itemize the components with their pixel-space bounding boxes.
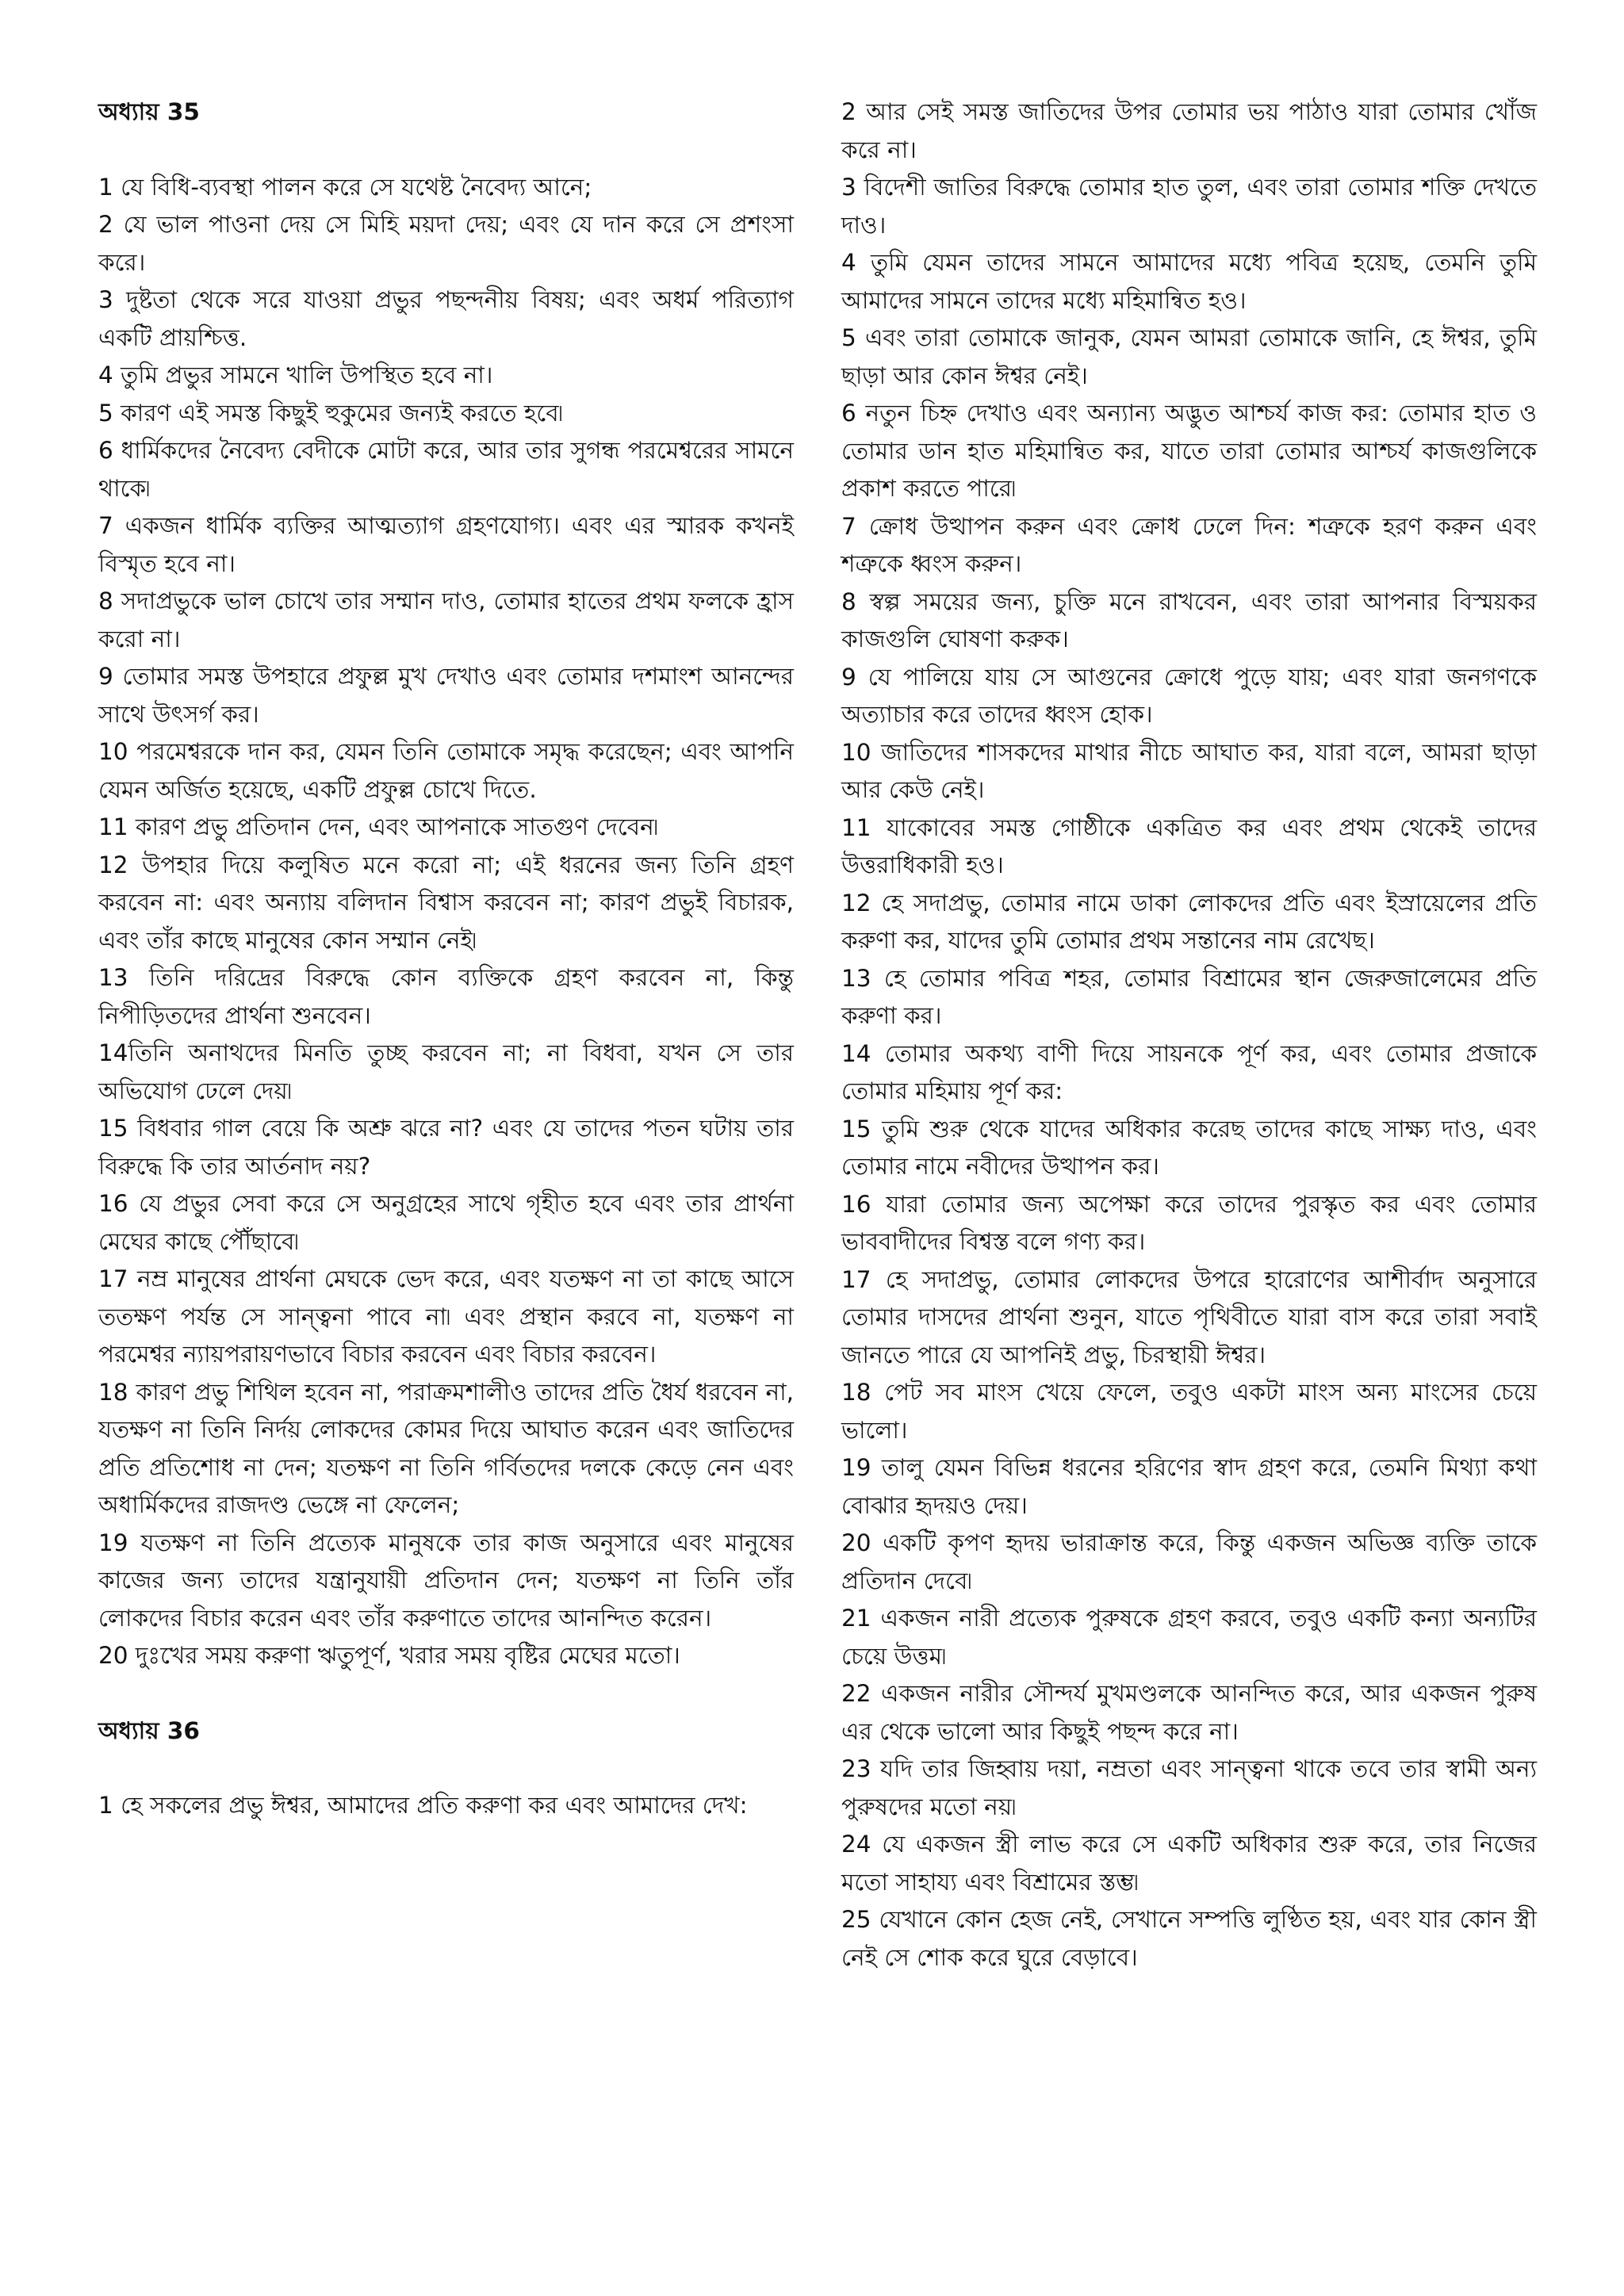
verse: 19 তালু যেমন বিভিন্ন ধরনের হরিণের স্বাদ গ্রহণ করে, তেমনি মিথ্যা কথা বোঝার হৃদয়ও দেয়।	[841, 1454, 1537, 1519]
verse: 24 যে একজন স্ত্রী লাভ করে সে একটি অধিকার শুরু করে, তার নিজের মতো সাহায্য এবং বিশ্রামের স্তম্ভ৷	[841, 1831, 1537, 1896]
chapter-36-verses	[98, 1787, 794, 1825]
left-column	[98, 94, 794, 2233]
verse: 2 আর সেই সমস্ত জাতিদের উপর তোমার ভয় পাঠাও যারা তোমার খোঁজ করে না।	[841, 98, 1538, 163]
verse: 13 তিনি দরিদ্রের বিরুদ্ধে কোন ব্যক্তিকে গ্রহণ করবেন না, কিন্তু নিপীড়িতদের প্রার্থনা শুনবেন।	[98, 964, 794, 1029]
verse: 14তিনি অনাথদের মিনতি তুচ্ছ করবেন না; না বিধবা, যখন সে তার অভিযোগ ঢেলে দেয়৷	[98, 1039, 794, 1104]
right-column	[841, 94, 1537, 2233]
verse: 20 দুঃখের সময় করুণা ঋতুপূর্ণ, খরার সময় বৃষ্টির মেঘের মতো।	[98, 1642, 680, 1669]
verse: 25 যেখানে কোন হেজ নেই, সেখানে সম্পত্তি লুণ্ঠিত হয়, এবং যার কোন স্ত্রী নেই সে শোক করে ঘুরে বেড়াবে।	[841, 1906, 1537, 1971]
verse: 12 উপহার দিয়ে কলুষিত মনে করো না; এই ধরনের জন্য তিনি গ্রহণ করবেন না: এবং অন্যায় বলিদান বিশ্বাস করবেন না; কারণ প্রভুই বিচারক, এবং তাঁর কাছে মানুষের কোন সম্মান নেই৷	[98, 851, 794, 954]
verse: 21 একজন নারী প্রত্যেক পুরুষকে গ্রহণ করবে, তবুও একটি কন্যা অন্যটির চেয়ে উত্তম৷	[841, 1605, 1537, 1670]
verse: 10 পরমেশ্বরকে দান কর, যেমন তিনি তোমাকে সমৃদ্ধ করেছেন; এবং আপনি যেমন অর্জিত হয়েছে, একটি প্রফুল্ল চোখে দিতে.	[98, 738, 794, 803]
verse: 13 হে তোমার পবিত্র শহর, তোমার বিশ্রামের স্থান জেরুজালেমের প্রতি করুণা কর।	[841, 964, 1537, 1029]
verse: 6 ধার্মিকদের নৈবেদ্য বেদীকে মোটা করে, আর তার সুগন্ধ পরমেশ্বরের সামনে থাকে৷	[98, 437, 794, 502]
verse: 15 তুমি শুরু থেকে যাদের অধিকার করেছ তাদের কাছে সাক্ষ্য দাও, এবং তোমার নামে নবীদের উত্থাপন কর।	[841, 1115, 1537, 1180]
chapter-36-heading: অধ্যায় 36	[98, 1716, 200, 1744]
verse: 3 দুষ্টতা থেকে সরে যাওয়া প্রভুর পছন্দনীয় বিষয়; এবং অধর্ম পরিত্যাগ একটি প্রায়শ্চিত্ত.	[98, 286, 794, 351]
verse: 20 একটি কৃপণ হৃদয় ভারাক্রান্ত করে, কিন্তু একজন অভিজ্ঞ ব্যক্তি তাকে প্রতিদান দেবে৷	[841, 1529, 1537, 1594]
verse: 5 এবং তারা তোমাকে জানুক, যেমন আমরা তোমাকে জানি, হে ঈশ্বর, তুমি ছাড়া আর কোন ঈশ্বর নেই।	[841, 324, 1537, 389]
verse: 4 তুমি যেমন তাদের সামনে আমাদের মধ্যে পবিত্র হয়েছ, তেমনি তুমি আমাদের সামনে তাদের মধ্যে মহিমান্বিত হও।	[841, 249, 1537, 314]
verse: 9 তোমার সমস্ত উপহারে প্রফুল্ল মুখ দেখাও এবং তোমার দশমাংশ আনন্দের সাথে উৎসর্গ কর।	[98, 663, 794, 728]
verse: 18 পেট সব মাংস খেয়ে ফেলে, তবুও একটা মাংস অন্য মাংসের চেয়ে ভালো।	[841, 1379, 1537, 1444]
chapter-36-verses-continued	[841, 94, 1537, 1976]
verse: 23 যদি তার জিহ্বায় দয়া, নম্রতা এবং সান্ত্বনা থাকে তবে তার স্বামী অন্য পুরুষদের মতো নয়৷	[841, 1755, 1537, 1820]
verse: 17 হে সদাপ্রভু, তোমার লোকদের উপরে হারোণের আশীর্বাদ অনুসারে তোমার দাসদের প্রার্থনা শুনুন, যাতে পৃথিবীতে যারা বাস করে তারা সবাই জানতে পারে যে আপনিই প্রভু, চিরস্থায়ী ঈশ্বর।	[841, 1265, 1537, 1368]
verse: 5 কারণ এই সমস্ত কিছুই হুকুমের জন্যই করতে হবে৷	[98, 399, 563, 427]
verse: 1 যে বিধি-ব্যবস্থা পালন করে সে যথেষ্ট নৈবেদ্য আনে;	[98, 173, 592, 201]
verse: 8 স্বল্প সময়ের জন্য, চুক্তি মনে রাখবেন, এবং তারা আপনার বিস্ময়কর কাজগুলি ঘোষণা করুক।	[841, 587, 1537, 652]
chapter-spacer	[98, 1675, 794, 1712]
verse: 9 যে পালিয়ে যায় সে আগুনের ক্রোধে পুড়ে যায়; এবং যারা জনগণকে অত্যাচার করে তাদের ধ্বংস হোক।	[841, 663, 1537, 728]
verse: 10 জাতিদের শাসকদের মাথার নীচে আঘাত কর, যারা বলে, আমরা ছাড়া আর কেউ নেই।	[841, 738, 1537, 803]
verse: 18 কারণ প্রভু শিথিল হবেন না, পরাক্রমশালীও তাদের প্রতি ধৈর্য ধরবেন না, যতক্ষণ না তিনি নির্দয় লোকদের কোমর দিয়ে আঘাত করেন এবং জাতিদের প্রতি প্রতিশোধ না দেন; যতক্ষণ না তিনি গর্বিতদের দলকে কেড়ে নেন এবং অধার্মিকদের রাজদণ্ড ভেঙ্গে না ফেলেন;	[98, 1378, 795, 1518]
verse: 16 যারা তোমার জন্য অপেক্ষা করে তাদের পুরস্কৃত কর এবং তোমার ভাববাদীদের বিশ্বস্ত বলে গণ্য কর।	[841, 1190, 1537, 1255]
verse: 7 ক্রোধ উত্থাপন করুন এবং ক্রোধ ঢেলে দিন: শত্রুকে হরণ করুন এবং শত্রুকে ধ্বংস করুন।	[841, 512, 1537, 577]
verse: 1 হে সকলের প্রভু ঈশ্বর, আমাদের প্রতি করুণা কর এবং আমাদের দেখ:	[98, 1792, 748, 1819]
verse: 8 সদাপ্রভুকে ভাল চোখে তার সম্মান দাও, তোমার হাতের প্রথম ফলকে হ্রাস করো না।	[98, 587, 794, 652]
verse: 7 একজন ধার্মিক ব্যক্তির আত্মত্যাগ গ্রহণযোগ্য। এবং এর স্মারক কখনই বিস্মৃত হবে না।	[98, 512, 794, 577]
verse: 2 যে ভাল পাওনা দেয় সে মিহি ময়দা দেয়; এবং যে দান করে সে প্রশংসা করে।	[98, 211, 794, 276]
verse: 6 নতুন চিহ্ন দেখাও এবং অন্যান্য অদ্ভুত আশ্চর্য কাজ কর: তোমার হাত ও তোমার ডান হাত মহিমান্বিত কর, যাতে তারা তোমার আশ্চর্য কাজগুলিকে প্রকাশ করতে পারে৷	[841, 400, 1537, 502]
verse: 11 যাকোবের সমস্ত গোষ্ঠীকে একত্রিত কর এবং প্রথম থেকেই তাদের উত্তরাধিকারী হও।	[841, 813, 1537, 878]
chapter-35-verses	[98, 169, 794, 1675]
verse: 3 বিদেশী জাতির বিরুদ্ধে তোমার হাত তুল, এবং তারা তোমার শক্তি দেখতে দাও।	[841, 174, 1537, 239]
verse: 14 তোমার অকথ্য বাণী দিয়ে সায়নকে পূর্ণ কর, এবং তোমার প্রজাকে তোমার মহিমায় পূর্ণ কর:	[841, 1039, 1537, 1104]
verse: 17 নম্র মানুষের প্রার্থনা মেঘকে ভেদ করে, এবং যতক্ষণ না তা কাছে আসে ততক্ষণ পর্যন্ত সে সান্ত্বনা পাবে না৷ এবং প্রস্থান করবে না, যতক্ষণ না পরমেশ্বর ন্যায়পরায়ণভাবে বিচার করবেন এবং বিচার করবেন।	[98, 1265, 794, 1368]
verse: 16 যে প্রভুর সেবা করে সে অনুগ্রহের সাথে গৃহীত হবে এবং তার প্রার্থনা মেঘের কাছে পৌঁছাবে৷	[98, 1190, 794, 1255]
verse: 11 কারণ প্রভু প্রতিদান দেন, এবং আপনাকে সাতগুণ দেবেন৷	[98, 813, 658, 840]
verse: 15 বিধবার গাল বেয়ে কি অশ্রু ঝরে না? এবং যে তাদের পতন ঘটায় তার বিরুদ্ধে কি তার আর্তনাদ নয়?	[98, 1115, 794, 1180]
chapter-35-heading: অধ্যায় 35	[98, 98, 200, 125]
verse: 19 যতক্ষণ না তিনি প্রত্যেক মানুষকে তার কাজ অনুসারে এবং মানুষের কাজের জন্য তাদের যন্ত্রানুযায়ী প্রতিদান দেন; যতক্ষণ না তিনি তাঁর লোকদের বিচার করেন এবং তাঁর করুণাতে তাদের আনন্দিত করেন।	[98, 1529, 794, 1632]
verse: 12 হে সদাপ্রভু, তোমার নামে ডাকা লোকদের প্রতি এবং ইস্রায়েলের প্রতি করুণা কর, যাদের তুমি তোমার প্রথম সন্তানের নাম রেখেছ।	[841, 889, 1537, 954]
verse: 22 একজন নারীর সৌন্দর্য মুখমণ্ডলকে আনন্দিত করে, আর একজন পুরুষ এর থেকে ভালো আর কিছুই পছন্দ করে না।	[841, 1680, 1537, 1745]
verse: 4 তুমি প্রভুর সামনে খালি উপস্থিত হবে না।	[98, 362, 493, 388]
